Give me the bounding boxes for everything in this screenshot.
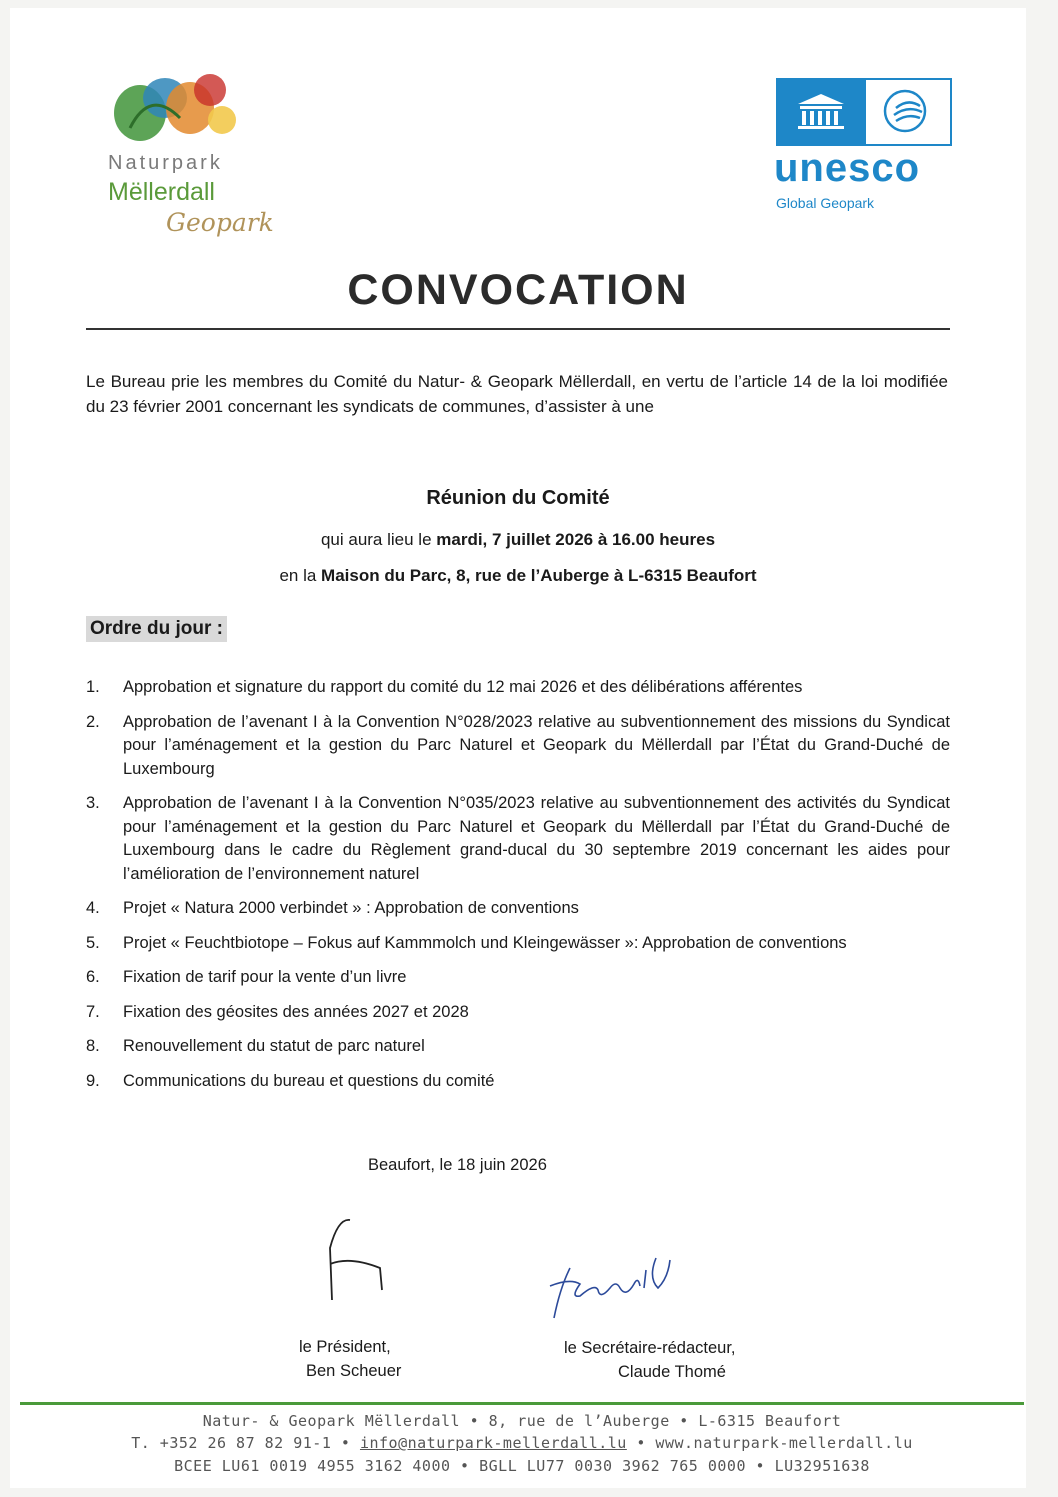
unesco-wordmark: unesco: [774, 146, 921, 190]
agenda-item: 8. Renouvellement du statut de parc naturel: [86, 1037, 425, 1055]
agenda-item: 9. Communications du bureau et questions du comité: [86, 1071, 495, 1090]
president-name: Ben Scheuer: [306, 1362, 402, 1380]
globe-icon: [882, 88, 928, 134]
naturpark-leaf-icon: [110, 68, 240, 148]
meeting-date: qui aura lieu le mardi, 7 juillet 2026 à 16.00 heures: [320, 530, 716, 549]
agenda-list: [86, 676, 950, 1093]
document-page: [10, 8, 1026, 1488]
footer-divider: [20, 1402, 1024, 1405]
meeting-title: Réunion du Comité: [426, 487, 610, 509]
unesco-emblem: [776, 78, 952, 146]
unesco-subtitle: Global Geopark: [776, 195, 875, 211]
agenda-item: 5. Projet « Feuchtbiotope – Fokus auf Kammmolch und Kleingewässer »: Approbation de conventions: [86, 933, 847, 952]
footer-address: Natur- & Geopark Mëllerdall • 8, rue de l’Auberge • L-6315 Beaufort: [202, 1412, 842, 1430]
agenda-heading: Ordre du jour :: [86, 616, 227, 642]
unesco-logo: [764, 70, 954, 220]
president-role: le Président,: [299, 1338, 391, 1356]
title-divider: [86, 328, 950, 330]
naturpark-logo-line2: Mëllerdall: [108, 178, 215, 206]
footer-email-link[interactable]: info@naturpark-mellerdall.lu: [359, 1434, 627, 1452]
naturpark-logo-line3: Geopark: [166, 208, 274, 237]
secretary-name: Claude Thomé: [618, 1363, 726, 1381]
president-signature: [310, 1208, 400, 1308]
agenda-item: 4. Projet « Natura 2000 verbindet » : Approbation de conventions: [86, 899, 579, 917]
agenda-item: 1. Approbation et signature du rapport du comité du 12 mai 2026 et des délibérations afférentes: [86, 678, 803, 696]
footer-bank: BCEE LU61 0019 4955 3162 4000 • BGLL LU77 0030 3962 765 0000 • LU32951638: [174, 1457, 870, 1475]
agenda-item: 7. Fixation des géosites des années 2027 et 2028: [86, 1002, 469, 1021]
footer-phone: T. +352 26 87 82 91-1 •: [131, 1434, 360, 1452]
place-date: Beaufort, le 18 juin 2026: [368, 1156, 547, 1174]
document-title: CONVOCATION: [347, 266, 689, 314]
footer-contact: [10, 1434, 1034, 1452]
secretary-signature: [540, 1228, 700, 1328]
agenda-item: 3. Approbation de l’avenant I à la Convention N°035/2023 relative au subventionnement des activités du Syndicat pour l’aménagement et la gestion du Parc Naturel et Geopark du Mëllerdall par l’État du Grand-Duché de Luxembourg dans le cadre du Règlement grand-ducal du 30 septembre 2019 concernant les aides pour l’amélioration de l’environnement naturel: [86, 794, 950, 883]
footer-website[interactable]: • www.naturpark-mellerdall.lu: [626, 1434, 913, 1452]
agenda-item: 2. Approbation de l’avenant I à la Convention N°028/2023 relative au subventionnement des missions du Syndicat pour l’aménagement et la gestion du Parc Naturel et Geopark du Mëllerdall par l’État du Grand-Duché de Luxembourg: [86, 712, 950, 778]
agenda-item: 6. Fixation de tarif pour la vente d’un livre: [86, 968, 407, 986]
secretary-role: le Secrétaire-rédacteur,: [564, 1339, 736, 1357]
naturpark-logo-line1: Naturpark: [108, 152, 223, 174]
naturpark-logo: [98, 68, 288, 248]
temple-icon: [796, 92, 846, 130]
intro-paragraph: Le Bureau prie les membres du Comité du Natur- & Geopark Mëllerdall, en vertu de l’article 14 de la loi modifiée du 23 février 2001 concernant les syndicats de communes, d’assister à une: [86, 372, 948, 416]
meeting-location: en la Maison du Parc, 8, rue de l’Auberge à L-6315 Beaufort: [279, 566, 757, 585]
